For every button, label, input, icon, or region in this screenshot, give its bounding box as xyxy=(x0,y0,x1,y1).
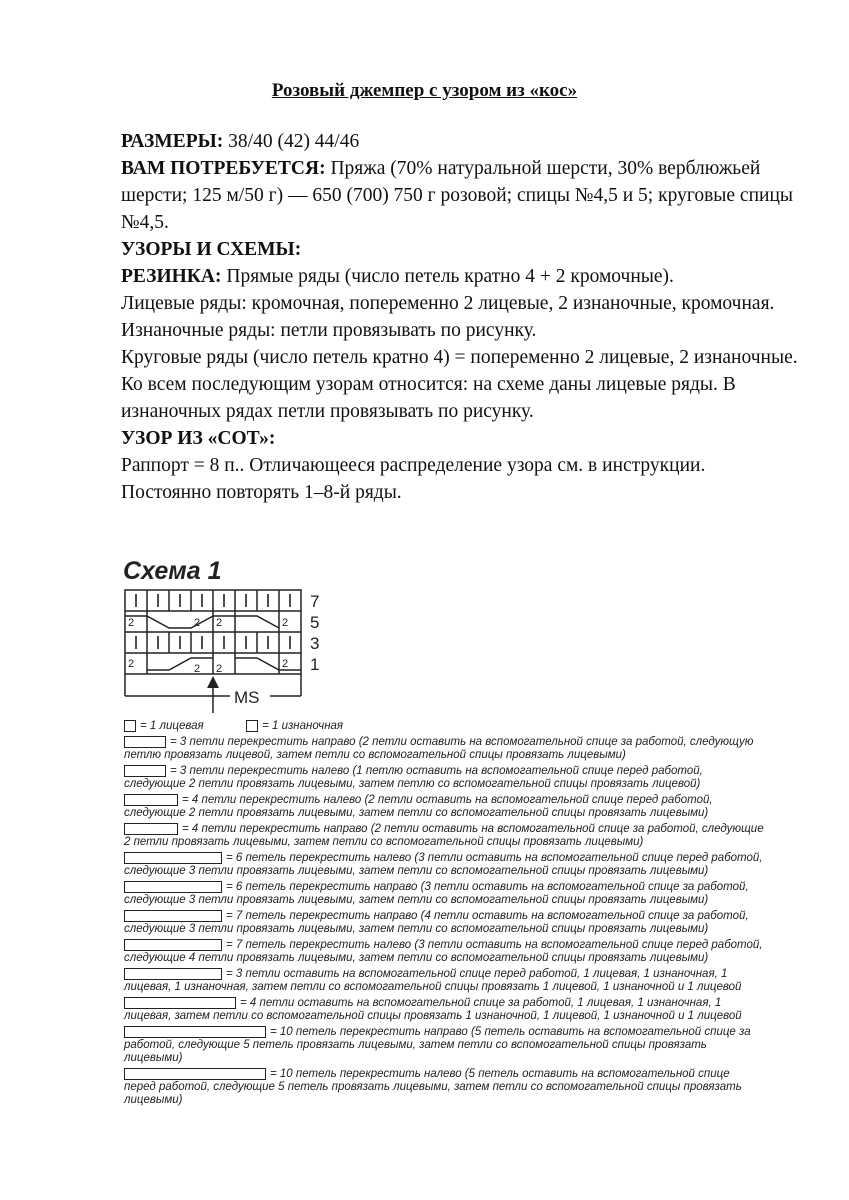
legend-item xyxy=(124,736,764,762)
rib-line-3: Круговые ряды (число петель кратно 4) = попеременно 2 лицевые, 2 изнаночные. xyxy=(121,347,798,368)
materials-line xyxy=(121,155,811,236)
materials-value: Пряжа (70% натуральной шерсти, 30% верблюжьей шерсти; 125 м/50 г) — 650 (700) 750 г розовой; спицы №4,5 и 5; круговые спицы №4,5. xyxy=(121,158,793,233)
legend-item xyxy=(124,881,764,907)
page-title: Розовый джемпер с узором из «кос» xyxy=(271,80,578,101)
legend xyxy=(124,720,764,1110)
scheme-title: Схема 1 xyxy=(123,557,222,585)
knitting-chart xyxy=(120,588,350,718)
rib-line-2: Изнаночные ряды: петли провязывать по рисунку. xyxy=(121,320,537,341)
cable-number: 2 xyxy=(194,617,201,629)
legend-item xyxy=(124,720,764,733)
cable-rib-3-icon xyxy=(124,968,222,980)
legend-text: = 4 петли оставить на вспомогательной спице за работой, 1 лицевая, 1 изнаночная, 1 лицевая, затем петли со вспомогательной спицы провязать 1 изнаночной, 1 лицевой, 1 изнаночной и 1 лицевой xyxy=(124,997,742,1023)
cable-10-left-icon xyxy=(124,1068,266,1080)
ms-label: MS xyxy=(234,688,260,707)
legend-text: = 7 петель перекрестить налево (3 петли оставить на вспомогательной спице перед работой, следующие 4 петли провязать лицевыми, затем петли со вспомогательной спицы провязать лицевыми) xyxy=(124,939,763,965)
legend-item xyxy=(124,852,764,878)
cable-number: 2 xyxy=(128,617,135,629)
cable-number: 2 xyxy=(282,658,289,670)
row-label: 5 xyxy=(310,613,320,632)
legend-text: = 1 лицевая xyxy=(140,720,204,733)
legend-item xyxy=(124,765,764,791)
legend-text: = 1 изнаночная xyxy=(262,720,344,733)
patterns-heading: УЗОРЫ И СХЕМЫ: xyxy=(121,239,302,260)
legend-text: = 10 петель перекрестить налево (5 петель оставить на вспомогательной спице перед работой, следующие 5 петель провязать лицевыми, затем петли со вспомогательной спицы провязать лицевыми) xyxy=(124,1068,742,1107)
purl-symbol-icon xyxy=(246,720,258,732)
row-label: 7 xyxy=(310,592,320,611)
legend-text: = 10 петель перекрестить направо (5 петель оставить на вспомогательной спице за работой, следующие 5 петель провязать лицевыми, затем петли со вспомогательной спицы провязать лицевыми) xyxy=(124,1026,751,1065)
legend-item xyxy=(124,939,764,965)
cable-3-right-icon xyxy=(124,736,166,748)
legend-item xyxy=(124,910,764,936)
rib-line-4: Ко всем последующим узорам относится: на схеме даны лицевые ряды. В изнаночных рядах петли провязывать по рисунку. xyxy=(121,374,736,422)
materials-label: ВАМ ПОТРЕБУЕТСЯ: xyxy=(121,158,326,179)
legend-item xyxy=(124,1068,764,1107)
cable-7-left-icon xyxy=(124,939,222,951)
cable-6-right-icon xyxy=(124,881,222,893)
rib-line-1: Лицевые ряды: кромочная, попеременно 2 лицевые, 2 изнаночные, кромочная. xyxy=(121,293,775,314)
legend-text: = 3 петли оставить на вспомогательной спице перед работой, 1 лицевая, 1 изнаночная, 1 лицевая, 1 изнаночная, затем петли со вспомогательной спицы провязать 1 лицевой, 1 изнаночной и 1 лицевой xyxy=(124,968,742,994)
rib-label: РЕЗИНКА: xyxy=(121,266,222,287)
cable-number: 2 xyxy=(282,617,289,629)
cable-number: 2 xyxy=(128,658,135,670)
cable-7-right-icon xyxy=(124,910,222,922)
legend-item xyxy=(124,823,764,849)
cable-6-left-icon xyxy=(124,852,222,864)
cable-number: 2 xyxy=(216,617,223,629)
knit-symbol-icon xyxy=(124,720,136,732)
legend-text: = 4 петли перекрестить направо (2 петли оставить на вспомогательной спице за работой, следующие 2 петли провязать лицевыми, затем петли со вспомогательной спицы провязать лицевыми) xyxy=(124,823,764,849)
legend-item xyxy=(124,794,764,820)
legend-item xyxy=(124,968,764,994)
rib-value: Прямые ряды (число петель кратно 4 + 2 кромочные). xyxy=(221,266,674,287)
cable-number: 2 xyxy=(216,663,223,675)
legend-text: = 3 петли перекрестить налево (1 петлю оставить на вспомогательной спице перед работой, следующие 2 петли провязать лицевыми, затем петлю со вспомогательной спицы провязать лицевой) xyxy=(124,765,703,791)
body-text xyxy=(121,128,811,506)
legend-text: = 4 петли перекрестить налево (2 петли оставить на вспомогательной спице перед работой, следующие 2 петли провязать лицевыми, затем петли со вспомогательной спицы провязать лицевыми) xyxy=(124,794,713,820)
cable-number: 2 xyxy=(194,663,201,675)
cable-4-left-icon xyxy=(124,794,178,806)
honeycomb-heading: УЗОР ИЗ «СОТ»: xyxy=(121,428,276,449)
legend-text: = 7 петель перекрестить направо (4 петли оставить на вспомогательной спице за работой, следующие 3 петли провязать лицевыми, затем петли со вспомогательной спицы провязать лицевыми) xyxy=(124,910,749,936)
rib-line xyxy=(121,263,811,290)
cable-4-right-icon xyxy=(124,823,178,835)
honeycomb-line-2: Постоянно повторять 1–8-й ряды. xyxy=(121,482,402,503)
cable-3-left-icon xyxy=(124,765,166,777)
legend-item xyxy=(124,1026,764,1065)
legend-text: = 3 петли перекрестить направо (2 петли оставить на вспомогательной спице за работой, следующую петлю провязать лицевой, затем петли со вспомогательной спицы провязать лицевыми) xyxy=(124,736,754,762)
legend-text: = 6 петель перекрестить направо (3 петли оставить на вспомогательной спице за работой, следующие 3 петли провязать лицевыми, затем петли со вспомогательной спицы провязать лицевыми) xyxy=(124,881,749,907)
cable-rib-4-icon xyxy=(124,997,236,1009)
sizes-label: РАЗМЕРЫ: xyxy=(121,131,224,152)
sizes-line xyxy=(121,128,811,155)
honeycomb-line-1: Раппорт = 8 п.. Отличающееся распределение узора см. в инструкции. xyxy=(121,455,706,476)
row-label: 3 xyxy=(310,634,320,653)
sizes-value: 38/40 (42) 44/46 xyxy=(223,131,360,152)
row-label: 1 xyxy=(310,655,320,674)
legend-item xyxy=(124,997,764,1023)
legend-text: = 6 петель перекрестить налево (3 петли оставить на вспомогательной спице перед работой, следующие 3 петли провязать лицевыми, затем петли со вспомогательной спицы провязать лицевыми) xyxy=(124,852,763,878)
cable-10-right-icon xyxy=(124,1026,266,1038)
